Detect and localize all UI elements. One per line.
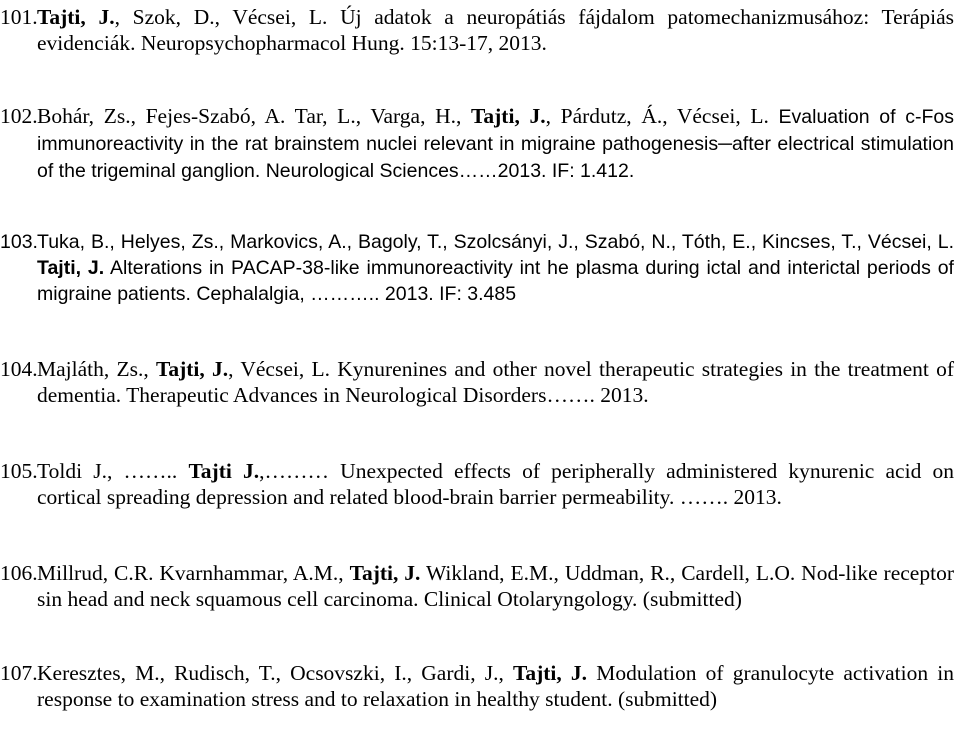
reference-item [0,229,954,307]
reference-text: Evaluation of c-Fos immunoreactivity in the rat brainstem nuclei relevant in migraine pathogenesis─after electrical stimulation of the trigeminal ganglion. Neurological Sciences……2013. IF: 1.412. [37,106,954,182]
reference-number: 104. [0,357,38,381]
reference-text: , Szok, D., Vécsei, L. Új adatok a neuropátiás fájdalom patomechanizmusához: Terápiás evidenciák. Neuropsychopharmacol Hung. 15:13-17, 2013. [37,5,954,55]
reference-authors: Keresztes, M., Rudisch, T., Ocsovszki, I., Gardi, J., [37,661,513,685]
reference-number: 101. [0,5,38,29]
reference-authors: Majláth, Zs., [37,357,156,381]
reference-number: 105. [0,459,38,483]
reference-number: 102. [0,104,38,128]
reference-text: , Vécsei, L. Kynurenines and other novel therapeutic strategies in the treatment of dementia. Therapeutic Advances in Neurological Disorders……. 2013. [37,357,954,407]
reference-authors: Bohár, Zs., Fejes-Szabó, A. Tar, L., Varga, H., [37,104,472,128]
reference-item [0,4,954,56]
reference-item [0,560,954,612]
reference-authors: Toldi J., …….. [37,459,189,483]
highlighted-author: Tajti, J. [513,661,588,685]
highlighted-author: Tajti, J. [471,104,546,128]
reference-number: 103. [0,231,38,253]
reference-text: Wikland, E.M., Uddman, R., Cardell, L.O. Nod-like receptor sin head and neck squamous cell carcinoma. Clinical Otolaryngology. (submitted) [37,561,954,611]
highlighted-author: Tajti, J. [349,561,421,585]
reference-authors: , Párdutz, Á., Vécsei, L. [545,104,779,128]
reference-text: Alterations in PACAP-38-like immunoreactivity int he plasma during ictal and interictal periods of migraine patients. Cephalalgia, ……….. 2013. IF: 3.485 [37,257,954,305]
reference-authors: Tuka, B., Helyes, Zs., Markovics, A., Bagoly, T., Szolcsányi, J., Szabó, N., Tóth, E., Kincses, T., Vécsei, L. [37,231,954,253]
reference-item [0,356,954,408]
highlighted-author: Tajti, J. [155,357,229,381]
highlighted-author: Tajti, J. [37,5,115,29]
reference-number: 106. [0,561,38,585]
reference-item [0,660,954,712]
reference-authors: Millrud, C.R. Kvarnhammar, A.M., [37,561,350,585]
reference-item [0,458,954,510]
highlighted-author: Tajti, J. [37,257,105,279]
highlighted-author: Tajti J. [188,459,260,483]
reference-item [0,103,954,184]
reference-text: ,……… Unexpected effects of peripherally administered kynurenic acid on cortical spreading depression and related blood-brain barrier permeability. ……. 2013. [37,459,954,509]
reference-number: 107. [0,661,38,685]
reference-text: Modulation of granulocyte activation in response to examination stress and to relaxation in healthy student. (submitted) [37,661,954,711]
